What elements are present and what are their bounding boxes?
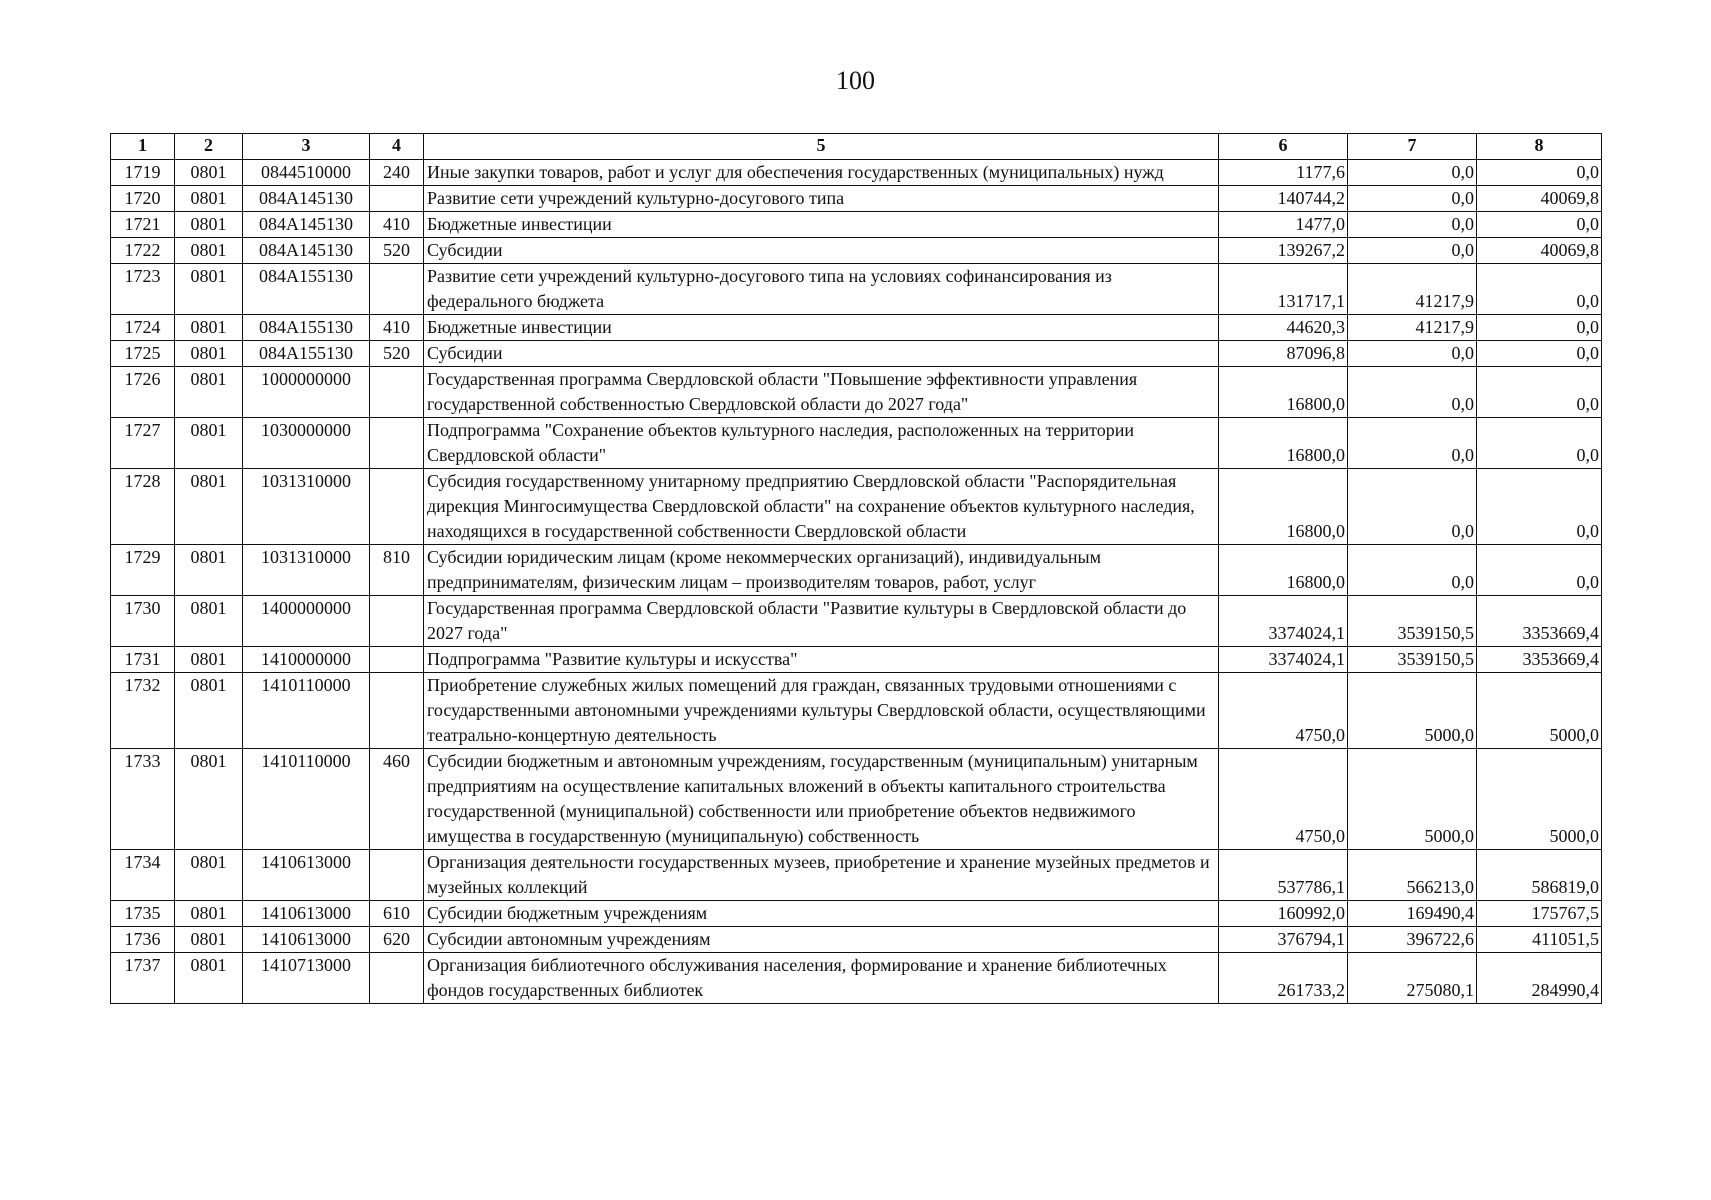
table-row bbox=[111, 341, 1602, 367]
amount-col-7: 0,0 bbox=[1348, 418, 1477, 469]
item-name: Организация деятельности государственных музеев, приобретение и хранение музейных предметов и музейных коллекций bbox=[424, 850, 1219, 901]
table-row bbox=[111, 469, 1602, 545]
amount-col-8: 411051,5 bbox=[1477, 927, 1602, 953]
expense-type bbox=[370, 953, 424, 1004]
row-number: 1727 bbox=[111, 418, 175, 469]
expense-type bbox=[370, 596, 424, 647]
header-col-8: 8 bbox=[1477, 134, 1602, 160]
amount-col-7: 0,0 bbox=[1348, 341, 1477, 367]
expense-type bbox=[370, 647, 424, 673]
target-code: 1410613000 bbox=[243, 927, 370, 953]
amount-col-6: 3374024,1 bbox=[1219, 647, 1348, 673]
amount-col-7: 0,0 bbox=[1348, 545, 1477, 596]
amount-col-8: 5000,0 bbox=[1477, 673, 1602, 749]
amount-col-8: 0,0 bbox=[1477, 367, 1602, 418]
section-code: 0801 bbox=[175, 418, 243, 469]
item-name: Государственная программа Свердловской области "Развитие культуры в Свердловской области до 2027 года" bbox=[424, 596, 1219, 647]
amount-col-6: 4750,0 bbox=[1219, 749, 1348, 850]
table-row bbox=[111, 186, 1602, 212]
section-code: 0801 bbox=[175, 901, 243, 927]
amount-col-6: 16800,0 bbox=[1219, 418, 1348, 469]
item-name: Субсидии bbox=[424, 341, 1219, 367]
target-code: 1410613000 bbox=[243, 850, 370, 901]
target-code: 084A155130 bbox=[243, 264, 370, 315]
row-number: 1728 bbox=[111, 469, 175, 545]
header-col-7: 7 bbox=[1348, 134, 1477, 160]
table-row bbox=[111, 673, 1602, 749]
table-row bbox=[111, 418, 1602, 469]
table-row bbox=[111, 160, 1602, 186]
amount-col-8: 284990,4 bbox=[1477, 953, 1602, 1004]
amount-col-7: 566213,0 bbox=[1348, 850, 1477, 901]
item-name: Государственная программа Свердловской области "Повышение эффективности управления государственной собственностью Свердловской области до 2027 года" bbox=[424, 367, 1219, 418]
amount-col-6: 3374024,1 bbox=[1219, 596, 1348, 647]
amount-col-8: 586819,0 bbox=[1477, 850, 1602, 901]
expense-type: 520 bbox=[370, 238, 424, 264]
amount-col-7: 275080,1 bbox=[1348, 953, 1477, 1004]
table-row bbox=[111, 212, 1602, 238]
header-col-1: 1 bbox=[111, 134, 175, 160]
expense-type: 810 bbox=[370, 545, 424, 596]
amount-col-7: 396722,6 bbox=[1348, 927, 1477, 953]
amount-col-6: 376794,1 bbox=[1219, 927, 1348, 953]
row-number: 1720 bbox=[111, 186, 175, 212]
section-code: 0801 bbox=[175, 186, 243, 212]
item-name: Субсидии юридическим лицам (кроме некоммерческих организаций), индивидуальным предпринимателям, физическим лицам – производителям товаров, работ, услуг bbox=[424, 545, 1219, 596]
table-row bbox=[111, 545, 1602, 596]
amount-col-8: 0,0 bbox=[1477, 315, 1602, 341]
row-number: 1719 bbox=[111, 160, 175, 186]
target-code: 1410713000 bbox=[243, 953, 370, 1004]
table-row bbox=[111, 238, 1602, 264]
item-name: Бюджетные инвестиции bbox=[424, 315, 1219, 341]
amount-col-6: 16800,0 bbox=[1219, 545, 1348, 596]
table-row bbox=[111, 749, 1602, 850]
item-name: Бюджетные инвестиции bbox=[424, 212, 1219, 238]
amount-col-8: 5000,0 bbox=[1477, 749, 1602, 850]
amount-col-6: 160992,0 bbox=[1219, 901, 1348, 927]
header-col-2: 2 bbox=[175, 134, 243, 160]
item-name: Субсидии автономным учреждениям bbox=[424, 927, 1219, 953]
table-row bbox=[111, 367, 1602, 418]
header-col-6: 6 bbox=[1219, 134, 1348, 160]
amount-col-6: 16800,0 bbox=[1219, 367, 1348, 418]
row-number: 1722 bbox=[111, 238, 175, 264]
expense-type bbox=[370, 418, 424, 469]
expense-type: 610 bbox=[370, 901, 424, 927]
amount-col-8: 0,0 bbox=[1477, 418, 1602, 469]
target-code: 1000000000 bbox=[243, 367, 370, 418]
amount-col-8: 40069,8 bbox=[1477, 238, 1602, 264]
item-name: Субсидии бюджетным учреждениям bbox=[424, 901, 1219, 927]
amount-col-8: 0,0 bbox=[1477, 160, 1602, 186]
expense-type: 410 bbox=[370, 315, 424, 341]
table-body bbox=[111, 160, 1602, 1004]
item-name: Иные закупки товаров, работ и услуг для обеспечения государственных (муниципальных) нужд bbox=[424, 160, 1219, 186]
row-number: 1724 bbox=[111, 315, 175, 341]
expense-type bbox=[370, 186, 424, 212]
target-code: 1410000000 bbox=[243, 647, 370, 673]
amount-col-8: 3353669,4 bbox=[1477, 596, 1602, 647]
amount-col-6: 1477,0 bbox=[1219, 212, 1348, 238]
amount-col-7: 0,0 bbox=[1348, 367, 1477, 418]
item-name: Субсидия государственному унитарному предприятию Свердловской области "Распорядительная дирекция Мингосимущества Свердловской области" на сохранение объектов культурного наследия, находящихся в государственной собственности Свердловской области bbox=[424, 469, 1219, 545]
target-code: 1410110000 bbox=[243, 749, 370, 850]
section-code: 0801 bbox=[175, 545, 243, 596]
amount-col-8: 0,0 bbox=[1477, 212, 1602, 238]
amount-col-6: 140744,2 bbox=[1219, 186, 1348, 212]
amount-col-7: 0,0 bbox=[1348, 469, 1477, 545]
section-code: 0801 bbox=[175, 264, 243, 315]
page-number: 100 bbox=[836, 66, 875, 95]
expense-type bbox=[370, 264, 424, 315]
header-col-4: 4 bbox=[370, 134, 424, 160]
amount-col-7: 5000,0 bbox=[1348, 673, 1477, 749]
row-number: 1733 bbox=[111, 749, 175, 850]
section-code: 0801 bbox=[175, 238, 243, 264]
target-code: 0844510000 bbox=[243, 160, 370, 186]
table-row bbox=[111, 596, 1602, 647]
section-code: 0801 bbox=[175, 341, 243, 367]
target-code: 1410613000 bbox=[243, 901, 370, 927]
header-col-3: 3 bbox=[243, 134, 370, 160]
table-row bbox=[111, 647, 1602, 673]
amount-col-6: 537786,1 bbox=[1219, 850, 1348, 901]
item-name: Подпрограмма "Сохранение объектов культурного наследия, расположенных на территории Свердловской области" bbox=[424, 418, 1219, 469]
section-code: 0801 bbox=[175, 850, 243, 901]
header-row bbox=[111, 134, 1602, 160]
row-number: 1723 bbox=[111, 264, 175, 315]
amount-col-6: 4750,0 bbox=[1219, 673, 1348, 749]
table-row bbox=[111, 850, 1602, 901]
amount-col-7: 0,0 bbox=[1348, 160, 1477, 186]
target-code: 084A145130 bbox=[243, 238, 370, 264]
amount-col-7: 41217,9 bbox=[1348, 264, 1477, 315]
item-name: Развитие сети учреждений культурно-досугового типа bbox=[424, 186, 1219, 212]
item-name: Развитие сети учреждений культурно-досугового типа на условиях софинансирования из федерального бюджета bbox=[424, 264, 1219, 315]
section-code: 0801 bbox=[175, 647, 243, 673]
amount-col-7: 5000,0 bbox=[1348, 749, 1477, 850]
section-code: 0801 bbox=[175, 367, 243, 418]
section-code: 0801 bbox=[175, 469, 243, 545]
expense-type: 460 bbox=[370, 749, 424, 850]
row-number: 1729 bbox=[111, 545, 175, 596]
row-number: 1721 bbox=[111, 212, 175, 238]
amount-col-7: 169490,4 bbox=[1348, 901, 1477, 927]
amount-col-7: 0,0 bbox=[1348, 186, 1477, 212]
item-name: Приобретение служебных жилых помещений для граждан, связанных трудовыми отношениями с государственными автономными учреждениями культуры Свердловской области, осуществляющими театрально-концертную деятельность bbox=[424, 673, 1219, 749]
row-number: 1737 bbox=[111, 953, 175, 1004]
item-name: Субсидии bbox=[424, 238, 1219, 264]
amount-col-8: 0,0 bbox=[1477, 341, 1602, 367]
target-code: 084A155130 bbox=[243, 341, 370, 367]
header-col-5: 5 bbox=[424, 134, 1219, 160]
row-number: 1735 bbox=[111, 901, 175, 927]
target-code: 1030000000 bbox=[243, 418, 370, 469]
section-code: 0801 bbox=[175, 673, 243, 749]
section-code: 0801 bbox=[175, 212, 243, 238]
amount-col-8: 175767,5 bbox=[1477, 901, 1602, 927]
amount-col-6: 139267,2 bbox=[1219, 238, 1348, 264]
expense-type bbox=[370, 367, 424, 418]
amount-col-7: 0,0 bbox=[1348, 238, 1477, 264]
expense-type: 410 bbox=[370, 212, 424, 238]
amount-col-8: 40069,8 bbox=[1477, 186, 1602, 212]
table-row bbox=[111, 315, 1602, 341]
amount-col-7: 41217,9 bbox=[1348, 315, 1477, 341]
target-code: 084A145130 bbox=[243, 186, 370, 212]
section-code: 0801 bbox=[175, 927, 243, 953]
expense-type: 520 bbox=[370, 341, 424, 367]
table-row bbox=[111, 264, 1602, 315]
section-code: 0801 bbox=[175, 749, 243, 850]
item-name: Организация библиотечного обслуживания населения, формирование и хранение библиотечных фондов государственных библиотек bbox=[424, 953, 1219, 1004]
amount-col-7: 3539150,5 bbox=[1348, 647, 1477, 673]
section-code: 0801 bbox=[175, 315, 243, 341]
row-number: 1725 bbox=[111, 341, 175, 367]
amount-col-8: 0,0 bbox=[1477, 469, 1602, 545]
amount-col-8: 3353669,4 bbox=[1477, 647, 1602, 673]
amount-col-6: 87096,8 bbox=[1219, 341, 1348, 367]
row-number: 1734 bbox=[111, 850, 175, 901]
row-number: 1730 bbox=[111, 596, 175, 647]
row-number: 1726 bbox=[111, 367, 175, 418]
amount-col-7: 3539150,5 bbox=[1348, 596, 1477, 647]
expense-type: 620 bbox=[370, 927, 424, 953]
amount-col-6: 44620,3 bbox=[1219, 315, 1348, 341]
row-number: 1732 bbox=[111, 673, 175, 749]
expense-type bbox=[370, 469, 424, 545]
amount-col-8: 0,0 bbox=[1477, 264, 1602, 315]
target-code: 084A155130 bbox=[243, 315, 370, 341]
target-code: 1031310000 bbox=[243, 469, 370, 545]
target-code: 1400000000 bbox=[243, 596, 370, 647]
expense-type: 240 bbox=[370, 160, 424, 186]
section-code: 0801 bbox=[175, 953, 243, 1004]
target-code: 1410110000 bbox=[243, 673, 370, 749]
amount-col-6: 16800,0 bbox=[1219, 469, 1348, 545]
target-code: 084A145130 bbox=[243, 212, 370, 238]
target-code: 1031310000 bbox=[243, 545, 370, 596]
budget-table bbox=[110, 133, 1602, 1004]
amount-col-6: 261733,2 bbox=[1219, 953, 1348, 1004]
amount-col-6: 131717,1 bbox=[1219, 264, 1348, 315]
item-name: Подпрограмма "Развитие культуры и искусства" bbox=[424, 647, 1219, 673]
amount-col-7: 0,0 bbox=[1348, 212, 1477, 238]
item-name: Субсидии бюджетным и автономным учреждениям, государственным (муниципальным) унитарным предприятиям на осуществление капитальных вложений в объекты капитального строительства государственной (муниципальной) собственности или приобретение объектов недвижимого имущества в государственную (муниципальную) собственность bbox=[424, 749, 1219, 850]
amount-col-8: 0,0 bbox=[1477, 545, 1602, 596]
expense-type bbox=[370, 850, 424, 901]
section-code: 0801 bbox=[175, 160, 243, 186]
table-row bbox=[111, 953, 1602, 1004]
table-row bbox=[111, 927, 1602, 953]
table-row bbox=[111, 901, 1602, 927]
row-number: 1736 bbox=[111, 927, 175, 953]
section-code: 0801 bbox=[175, 596, 243, 647]
expense-type bbox=[370, 673, 424, 749]
row-number: 1731 bbox=[111, 647, 175, 673]
amount-col-6: 1177,6 bbox=[1219, 160, 1348, 186]
